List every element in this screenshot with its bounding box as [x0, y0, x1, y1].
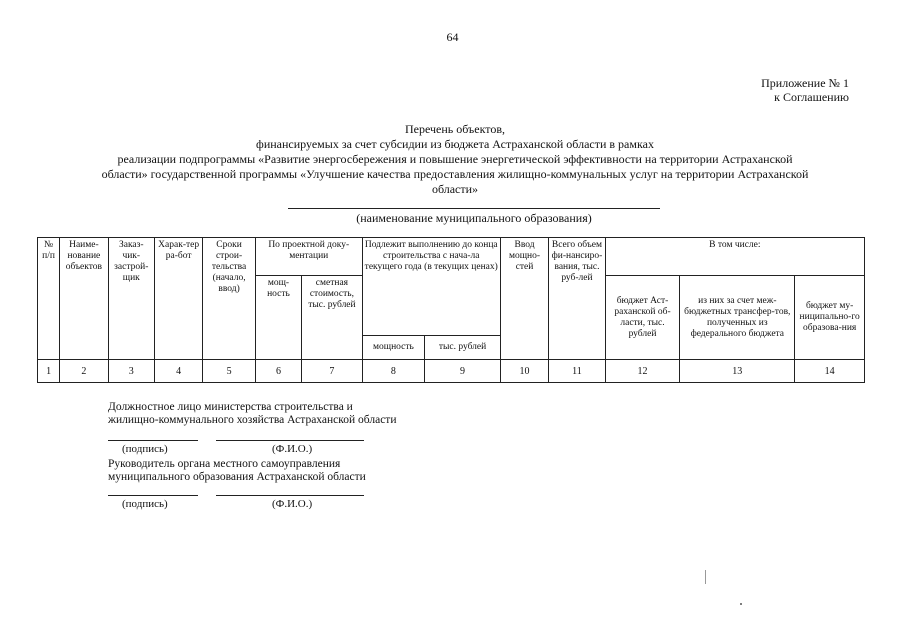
header-capacity: Ввод мощно-стей	[500, 238, 548, 360]
scan-dot	[740, 603, 742, 605]
column-number: 9	[425, 360, 501, 383]
scan-mark	[705, 570, 706, 584]
header-object-name: Наиме-нование объектов	[60, 238, 108, 360]
header-number: № п/п	[38, 238, 60, 360]
column-number: 5	[203, 360, 255, 383]
header-complete-cost: тыс. рублей	[425, 336, 501, 360]
column-number: 3	[108, 360, 154, 383]
column-number: 12	[605, 360, 680, 383]
column-number: 11	[549, 360, 605, 383]
column-number: 6	[255, 360, 301, 383]
municipality-caption: (наименование муниципального образования)	[356, 211, 592, 225]
header-federal-transfers: из них за счет меж-бюджетных трансфер-тов, полученных из федерального бюджета	[680, 276, 795, 360]
head-line-2: муниципального образования Астраханской области	[108, 471, 366, 483]
header-municipal-budget: бюджет му-ниципально-го образова-ния	[795, 276, 865, 360]
column-number: 8	[362, 360, 425, 383]
column-number: 7	[302, 360, 363, 383]
header-project-documentation: По проектной доку-ментации	[255, 238, 362, 276]
column-number: 13	[680, 360, 795, 383]
title-line-1: Перечень объектов,	[404, 122, 506, 136]
title-line-2: финансируемых за счет субсидии из бюджета Астраханской области в рамках	[256, 137, 654, 151]
signature-label: (подпись)	[122, 443, 168, 455]
municipality-name-line	[288, 208, 660, 209]
column-number: 2	[60, 360, 108, 383]
header-construction-terms: Сроки строи-тельства (начало, ввод)	[203, 238, 255, 360]
header-total-funding: Всего объем фи-нансиро-вания, тыс. руб-лей	[549, 238, 605, 360]
header-including: В том числе:	[605, 238, 864, 276]
signature-line	[108, 495, 198, 496]
title-line-4: области» государственной программы «Улучшение качества предоставления жилищно-коммунальных услуг на территории Астраханской	[101, 167, 809, 181]
header-work-nature: Харак-тер ра-бот	[154, 238, 202, 360]
head-title	[108, 458, 366, 484]
document-title	[60, 122, 850, 197]
header-complete-power: мощность	[362, 336, 425, 360]
signature-line	[108, 440, 198, 441]
signature-label: (подпись)	[122, 498, 168, 510]
title-line-3: реализации подпрограммы «Развитие энергосбережения и повышение энергетической эффективности на территории Астраханской	[117, 152, 793, 166]
official-title	[108, 401, 397, 427]
column-number: 1	[38, 360, 60, 383]
head-line-1: Руководитель органа местного самоуправления	[108, 458, 341, 470]
official-line-1: Должностное лицо министерства строительства и	[108, 401, 353, 413]
header-to-complete: Подлежит выполнению до конца строительства с нача-ла текущего года (в текущих ценах)	[362, 238, 500, 336]
table-row	[38, 360, 865, 383]
fio-label: (Ф.И.О.)	[272, 443, 313, 455]
header-regional-budget: бюджет Аст-раханской об-ласти, тыс. рублей	[605, 276, 680, 360]
page-number: 64	[446, 30, 459, 44]
column-number: 4	[154, 360, 202, 383]
appendix-label	[761, 76, 849, 104]
fio-line	[216, 495, 364, 496]
fio-line	[216, 440, 364, 441]
appendix-line-2: к Соглашению	[774, 90, 849, 104]
fio-label: (Ф.И.О.)	[272, 498, 313, 510]
official-line-2: жилищно-коммунального хозяйства Астраханской области	[108, 414, 397, 426]
header-project-power: мощ-ность	[255, 276, 301, 360]
header-project-cost: сметная стоимость, тыс. рублей	[302, 276, 363, 360]
header-customer: Заказ-чик-застрой-щик	[108, 238, 154, 360]
appendix-line-1: Приложение № 1	[761, 76, 849, 90]
column-number: 10	[500, 360, 548, 383]
title-line-5: области»	[431, 182, 479, 196]
objects-table	[37, 237, 865, 383]
column-number: 14	[795, 360, 865, 383]
